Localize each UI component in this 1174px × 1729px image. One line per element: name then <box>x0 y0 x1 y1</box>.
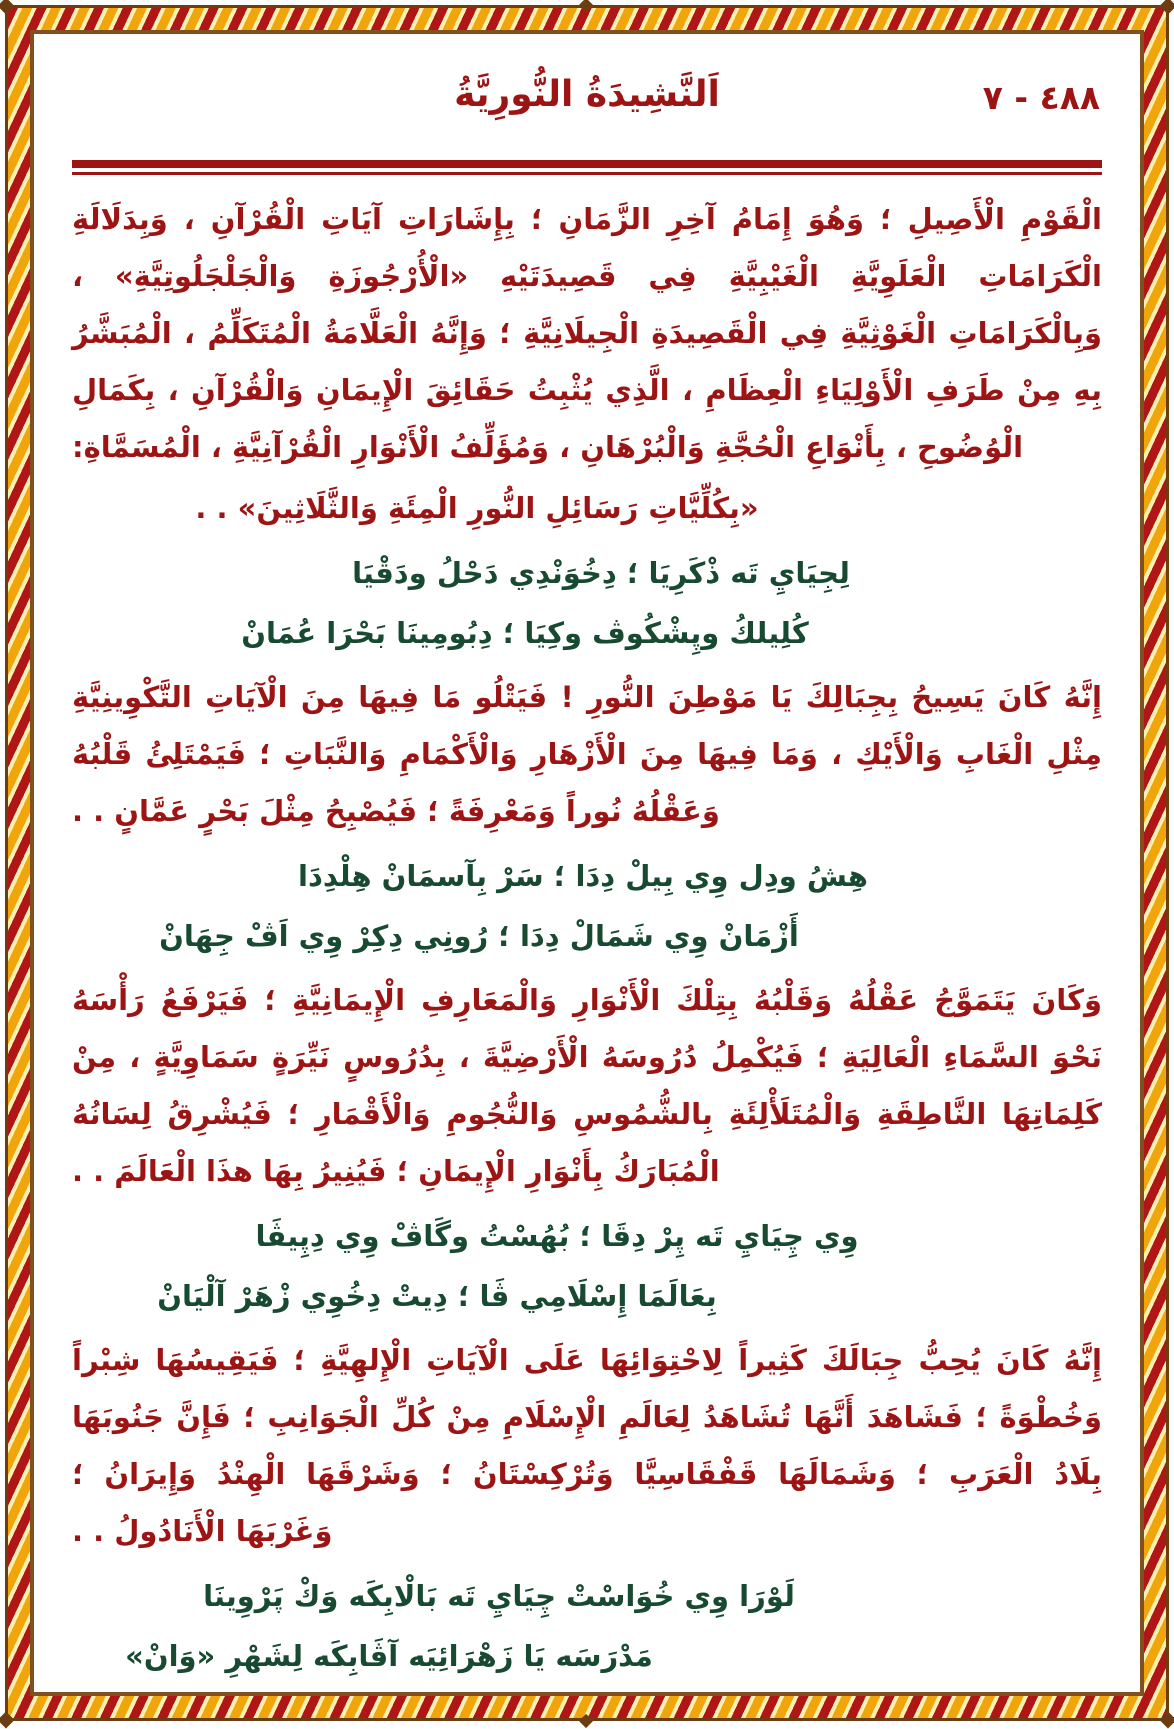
page-header <box>72 34 1102 144</box>
page-title: اَلنَّشِيدَةُ النُّورِيَّةُ <box>454 74 720 115</box>
body-paragraph: إِنَّهُ كَانَ يُحِبُّ جِبَالَكَ كَثِيراً لِاحْتِوَائِهَا عَلَى الْآيَاتِ الْإِلهِيَّةِ ؛ فَيَقِيسُهَا شِبْراً وَخُطْوَةً ؛ فَشَاهَدَ أَنَّهَا تُشَاهَدُ لِعَالَمِ الْإِسْلَامِ مِنْ كُلِّ الْجَوَانِبِ ؛ فَإِنَّ جَنُوبَهَا بِلَادُ الْعَرَبِ ؛ وَشَمَالَهَا قَفْقَاسِيَّا وَتُرْكِسْتَانُ ؛ وَشَرْقَهَا الْهِنْدُ وَإِيرَانُ ؛ وَغَرْبَهَا الْأَنَادُولُ . . <box>72 1343 1102 1548</box>
verse-couplet <box>72 1206 1102 1326</box>
ornamental-border <box>5 5 1169 1721</box>
verse-line: لِجِيَايِ تَه ذْكَرِيَا ؛ دِخُوَنْدِي دَحْلُ ودَقْيَا <box>352 556 850 590</box>
quote-line: «بِكُلِّيَّاتِ رَسَائِلِ النُّورِ الْمِئَةِ وَالثَّلَاثِينَ» . . <box>195 491 759 525</box>
body-paragraph: وَكَانَ يَتَمَوَّجُ عَقْلُهُ وَقَلْبُهُ بِتِلْكَ الْأَنْوَارِ وَالْمَعَارِفِ الْإِيمَانِيَّةِ ؛ فَيَرْفَعُ رَأْسَهُ نَحْوَ السَّمَاءِ الْعَالِيَةِ ؛ فَيُكْمِلُ دُرُوسَهُ الْأَرْضِيَّةَ ، بِدُرُوسٍ نَيِّرَةٍ سَمَاوِيَّةٍ ، مِنْ كَلِمَاتِهَا النَّاطِقَةِ وَالْمُتَلَأْلِئَةِ بِالشُّمُوسِ وَالنُّجُومِ وَالْأَقْمَارِ ؛ فَيُشْرِقُ لِسَانُهُ الْمُبَارَكُ بِأَنْوَارِ الْإِيمَانِ ؛ فَيُنِيرُ بِهَا هذَا الْعَالَمَ . . <box>72 983 1102 1188</box>
verse-couplet <box>72 1566 1102 1686</box>
header-divider <box>72 160 1102 175</box>
body-paragraph: إِنَّهُ كَانَ يَسِيحُ بِجِبَالِكَ يَا مَوْطِنَ النُّورِ ! فَيَتْلُو مَا فِيهَا مِنَ الْآيَاتِ التَّكْوِينِيَّةِ مِثْلِ الْغَابِ وَالْأَيْكِ ، وَمَا فِيهَا مِنَ الْأَزْهَارِ وَالْأَكْمَامِ وَالنَّبَاتِ ؛ فَيَمْتَلِئُ قَلْبُهُ وَعَقْلُهُ نُوراً وَمَعْرِفَةً ؛ فَيُصْبِحُ مِثْلَ بَحْرٍ عَمَّانٍ . . <box>72 680 1102 828</box>
verse-line: مَدْرَسَه يَا زَهْرَائِيَه آڤَابِكَه لِشَهْرِ «وَانْ» <box>125 1639 653 1673</box>
page-number: ٤٨٨ - ٧ <box>982 78 1100 117</box>
verse-couplet <box>72 543 1102 663</box>
verse-line: أَزْمَانْ وِي شَمَالْ دِدَا ؛ رُونِي دِكِرْ وِي اَڤْ جِهَانْ <box>159 919 799 953</box>
verse-line: بِعَالَمَا إِسْلَامِي ڤَا ؛ دِيتْ دِخُوِي زْهَرْ آلْيَانْ <box>157 1279 717 1313</box>
verse-line: وِي چِيَايِ تَه پِرْ دِقَا ؛ بُهُسْتُ وگَاڤْ وِي دِپِيڤَا <box>255 1219 859 1253</box>
body-paragraph: الْقَوْمِ الْأَصِيلِ ؛ وَهُوَ إِمَامُ آخِرِ الزَّمَانِ ؛ بِإِشَارَاتِ آيَاتِ الْقُرْآنِ ، وَبِدَلَالَةِ الْكَرَامَاتِ الْعَلَوِيَّةِ الْغَيْبِيَّةِ فِي قَصِيدَتَيْهِ «الْأُرْجُوزَةِ وَالْجَلْجَلُوتِيَّةِ» ، وَبِالْكَرَامَاتِ الْغَوْثِيَّةِ فِي الْقَصِيدَةِ الْجِيلَانِيَّةِ ؛ وَإِنَّهُ الْعَلَّامَةُ الْمُتَكَلِّمُ ، الْمُبَشَّرُ بِهِ مِنْ طَرَفِ الْأَوْلِيَاءِ الْعِظَامِ ، الَّذِي يُثْبِتُ حَقَائِقَ الْإِيمَانِ وَالْقُرْآنِ ، بِكَمَالِ الْوُضُوحِ ، بِأَنْوَاعِ الْحُجَّةِ وَالْبُرْهَانِ ، وَمُؤَلِّفُ الْأَنْوَارِ الْقُرْآنِيَّةِ ، الْمُسَمَّاةِ: <box>72 202 1102 464</box>
verse-line: لَوْرَا وِي خُوَاسْتْ چِيَايِ تَه بَالْابِكَه وَكْ پَرْوِينَا <box>203 1579 795 1613</box>
page-content <box>72 175 1102 1686</box>
verse-line: كُلِيلكُ وپِشْكُوڤ وكِيَا ؛ دِبُومِينَا بَحْرَا عُمَانْ <box>241 616 809 650</box>
verse-line: هِشُ ودِل وِي بِيلْ دِدَا ؛ سَرْ بِآسمَانْ هِلْدِدَا <box>298 859 868 893</box>
verse-couplet <box>72 846 1102 966</box>
page <box>30 30 1144 1696</box>
